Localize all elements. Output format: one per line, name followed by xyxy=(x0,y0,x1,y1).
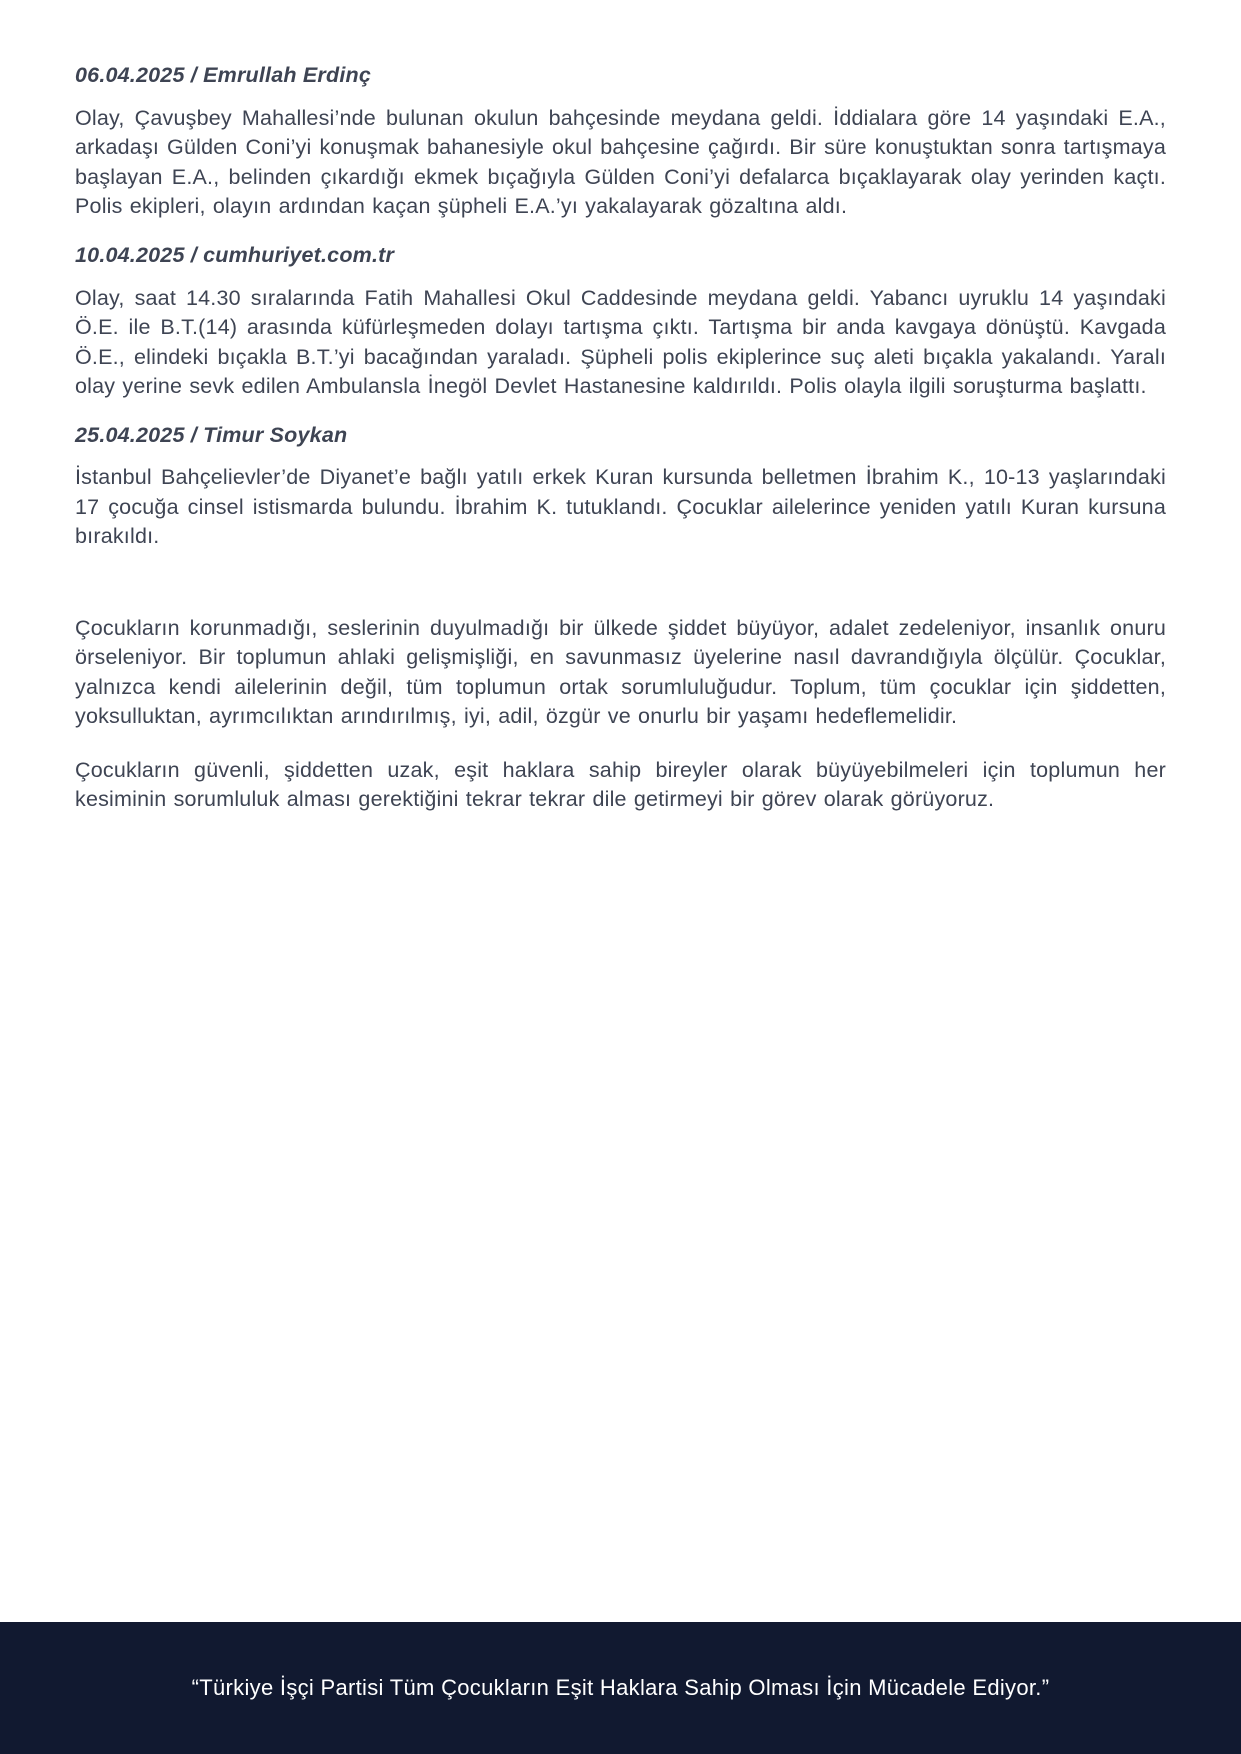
document-content xyxy=(75,0,1166,839)
closing-paragraph: Çocukların korunmadığı, seslerinin duyulmadığı bir ülkede şiddet büyüyor, adalet zedeleniyor, insanlık onuru örseleniyor. Bir toplumun ahlaki gelişmişliği, en savunmasız üyelerine nasıl davrandığıyla ölçülür. Çocuklar, yalnızca kendi ailelerinin değil, tüm toplumun ortak sorumluluğudur. Toplum, tüm çocuklar için şiddetten, yoksulluktan, ayrımcılıktan arındırılmış, iyi, adil, özgür ve onurlu bir yaşamı hedeflemelidir. xyxy=(75,615,1166,729)
news-section-2 xyxy=(75,242,1166,402)
section-heading: 06.04.2025 / Emrullah Erdinç xyxy=(75,63,371,87)
section-heading: 25.04.2025 / Timur Soykan xyxy=(75,422,348,447)
footer-slogan: “Türkiye İşçi Partisi Tüm Çocukların Eşit Haklara Sahip Olması İçin Mücadele Ediyor.” xyxy=(191,1675,1050,1700)
news-section-3 xyxy=(75,422,1166,552)
section-body: Olay, saat 14.30 sıralarında Fatih Mahallesi Okul Caddesinde meydana geldi. Yabancı uyruklu 14 yaşındaki Ö.E. ile B.T.(14) arasında küfürleşmeden dolayı tartışma çıktı. Tartışma bir anda kavgaya dönüştü. Kavgada Ö.E., elindeki bıçakla B.T.’yi bacağından yaraladı. Şüpheli polis ekiplerince suç aleti bıçakla yakalandı. Yaralı olay yerine sevk edilen Ambulansla İnegöl Devlet Hastanesine kaldırıldı. Polis olayla ilgili soruşturma başlattı. xyxy=(75,285,1166,399)
closing-paragraph: Çocukların güvenli, şiddetten uzak, eşit haklara sahip bireyler olarak büyüyebilmeleri için toplumun her kesiminin sorumluluk alması gerektiğini tekrar tekrar dile getirmeyi bir görev olarak görüyoruz. xyxy=(75,757,1166,812)
section-body: Olay, Çavuşbey Mahallesi’nde bulunan okulun bahçesinde meydana geldi. İddialara göre 14 yaşındaki E.A., arkadaşı Gülden Coni’yi konuşmak bahanesiyle okul bahçesine çağırdı. Bir süre konuştuktan sonra tartışmaya başlayan E.A., belinden çıkardığı ekmek bıçağıyla Gülden Coni’yi defalarca bıçaklayarak olay yerinden kaçtı. Polis ekipleri, olayın ardından kaçan şüpheli E.A.’yı yakalayarak gözaltına aldı. xyxy=(75,105,1166,219)
closing-remarks xyxy=(75,614,1166,815)
section-heading: 10.04.2025 / cumhuriyet.com.tr xyxy=(75,242,395,267)
news-section-1 xyxy=(75,62,1166,222)
section-body: İstanbul Bahçelievler’de Diyanet’e bağlı yatılı erkek Kuran kursunda belletmen İbrahim K., 10-13 yaşlarındaki 17 çocuğa cinsel istismarda bulundu. İbrahim K. tutuklandı. Çocuklar ailelerince yeniden yatılı Kuran kursuna bırakıldı. xyxy=(75,465,1166,549)
footer-banner xyxy=(0,1622,1241,1754)
